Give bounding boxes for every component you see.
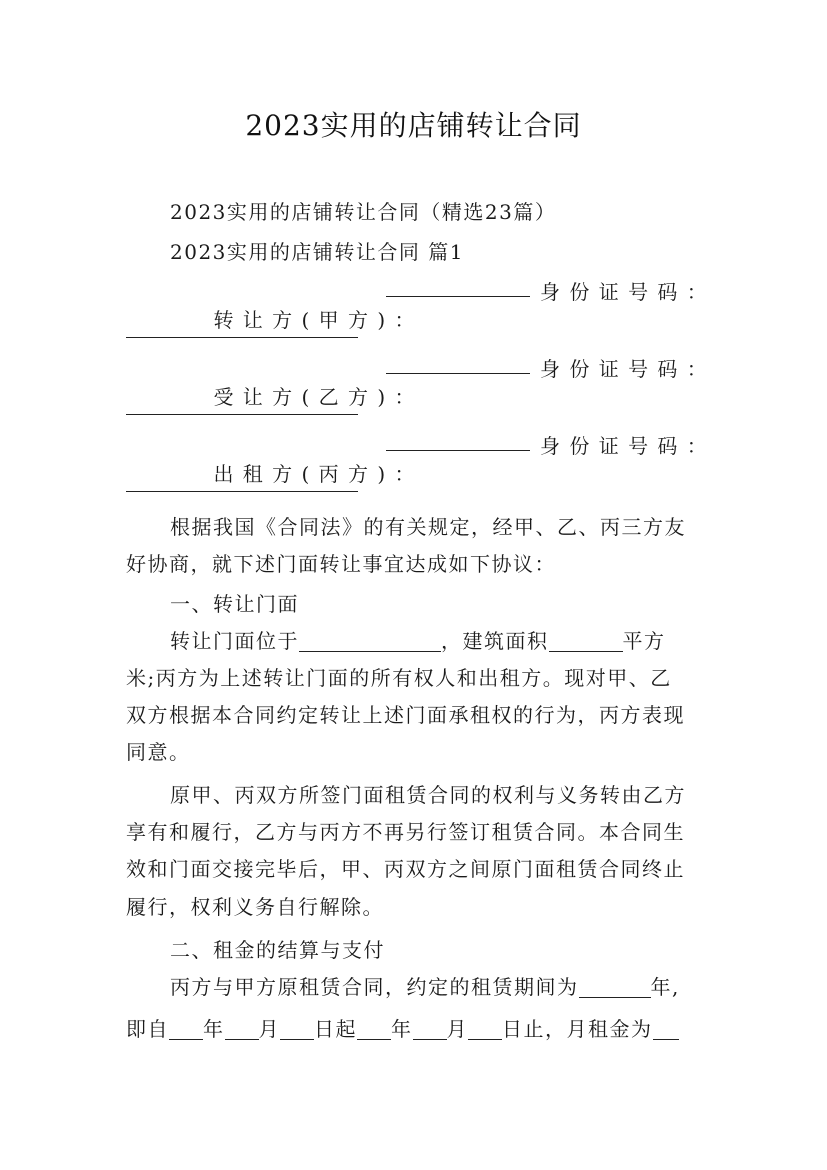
transferee-name-blank bbox=[386, 373, 530, 374]
section1-p1-line4: 同意。 bbox=[126, 740, 191, 764]
location-blank bbox=[299, 631, 441, 652]
section1-p2-line1: 原甲、丙双方所签门面租赁合同的权利与义务转由乙方 bbox=[170, 783, 686, 807]
end-year-blank bbox=[357, 1019, 391, 1040]
s2-from-label: 即自 bbox=[126, 1017, 169, 1041]
s2-year-label: 年 bbox=[203, 1017, 225, 1041]
document-title: 2023实用的店铺转让合同 bbox=[245, 109, 582, 142]
section1-p1-line1 bbox=[170, 627, 750, 655]
end-day-blank bbox=[468, 1019, 502, 1040]
transferee-id-blank bbox=[126, 414, 358, 415]
section2-p1-line1 bbox=[170, 973, 750, 1001]
section1-heading: 一、转让门面 bbox=[170, 592, 299, 616]
lessor-id-blank bbox=[126, 491, 358, 492]
end-month-blank bbox=[413, 1019, 447, 1040]
s1-area-unit: 平方 bbox=[622, 629, 666, 653]
transferee-label: 受 让 方 ( 乙 方 ) ： bbox=[213, 385, 417, 409]
s2-end-year-label: 年 bbox=[391, 1017, 413, 1041]
section2-heading: 二、租金的结算与支付 bbox=[170, 938, 385, 962]
s2-term-unit: 年, bbox=[650, 975, 680, 999]
lessor-label: 出 租 方 ( 丙 方 ) ： bbox=[213, 462, 417, 486]
s2-term-label: 丙方与甲方原租赁合同，约定的租赁期间为 bbox=[170, 975, 579, 999]
transferor-id-blank bbox=[126, 337, 358, 338]
term-blank bbox=[579, 977, 651, 998]
s1-location-label: 转让门面位于 bbox=[170, 629, 299, 653]
area-blank bbox=[549, 631, 623, 652]
intro-line-1: 根据我国《合同法》的有关规定，经甲、乙、丙三方友 bbox=[170, 515, 686, 539]
s2-start-label: 日起 bbox=[314, 1017, 357, 1041]
transferor-name-blank bbox=[386, 296, 530, 297]
lessor-id-label: 身 份 证 号 码 ： bbox=[540, 434, 709, 458]
transferor-id-label: 身 份 证 号 码 ： bbox=[540, 280, 709, 304]
transferor-label: 转 让 方 ( 甲 方 ) ： bbox=[213, 308, 417, 332]
section2-p1-line2 bbox=[126, 1015, 706, 1043]
start-day-blank bbox=[280, 1019, 314, 1040]
intro-line-2: 好协商，就下述门面转让事宜达成如下协议： bbox=[126, 552, 556, 576]
s2-end-month-label: 月 bbox=[446, 1017, 468, 1041]
start-month-blank bbox=[225, 1019, 259, 1040]
part-heading: 2023实用的店铺转让合同 篇1 bbox=[170, 240, 464, 264]
transferee-id-label: 身 份 证 号 码 ： bbox=[540, 357, 709, 381]
rent-blank bbox=[653, 1019, 679, 1040]
s2-month-label: 月 bbox=[258, 1017, 280, 1041]
lessor-name-blank bbox=[386, 450, 530, 451]
document-subtitle: 2023实用的店铺转让合同（精选23篇） bbox=[170, 200, 557, 224]
s1-area-label: ，建筑面积 bbox=[441, 629, 549, 653]
section1-p2-line4: 履行，权利义务自行解除。 bbox=[126, 895, 384, 919]
section1-p1-line3: 双方根据本合同约定转让上述门面承租权的行为，丙方表现 bbox=[126, 703, 685, 727]
s2-rent-label: 日止，月租金为 bbox=[502, 1017, 653, 1041]
section1-p2-line2: 享有和履行，乙方与丙方不再另行签订租赁合同。本合同生 bbox=[126, 820, 685, 844]
start-year-blank bbox=[169, 1019, 203, 1040]
section1-p1-line2: 米;丙方为上述转让门面的所有权人和出租方。现对甲、乙 bbox=[126, 666, 672, 690]
section1-p2-line3: 效和门面交接完毕后，甲、丙双方之间原门面租赁合同终止 bbox=[126, 857, 685, 881]
